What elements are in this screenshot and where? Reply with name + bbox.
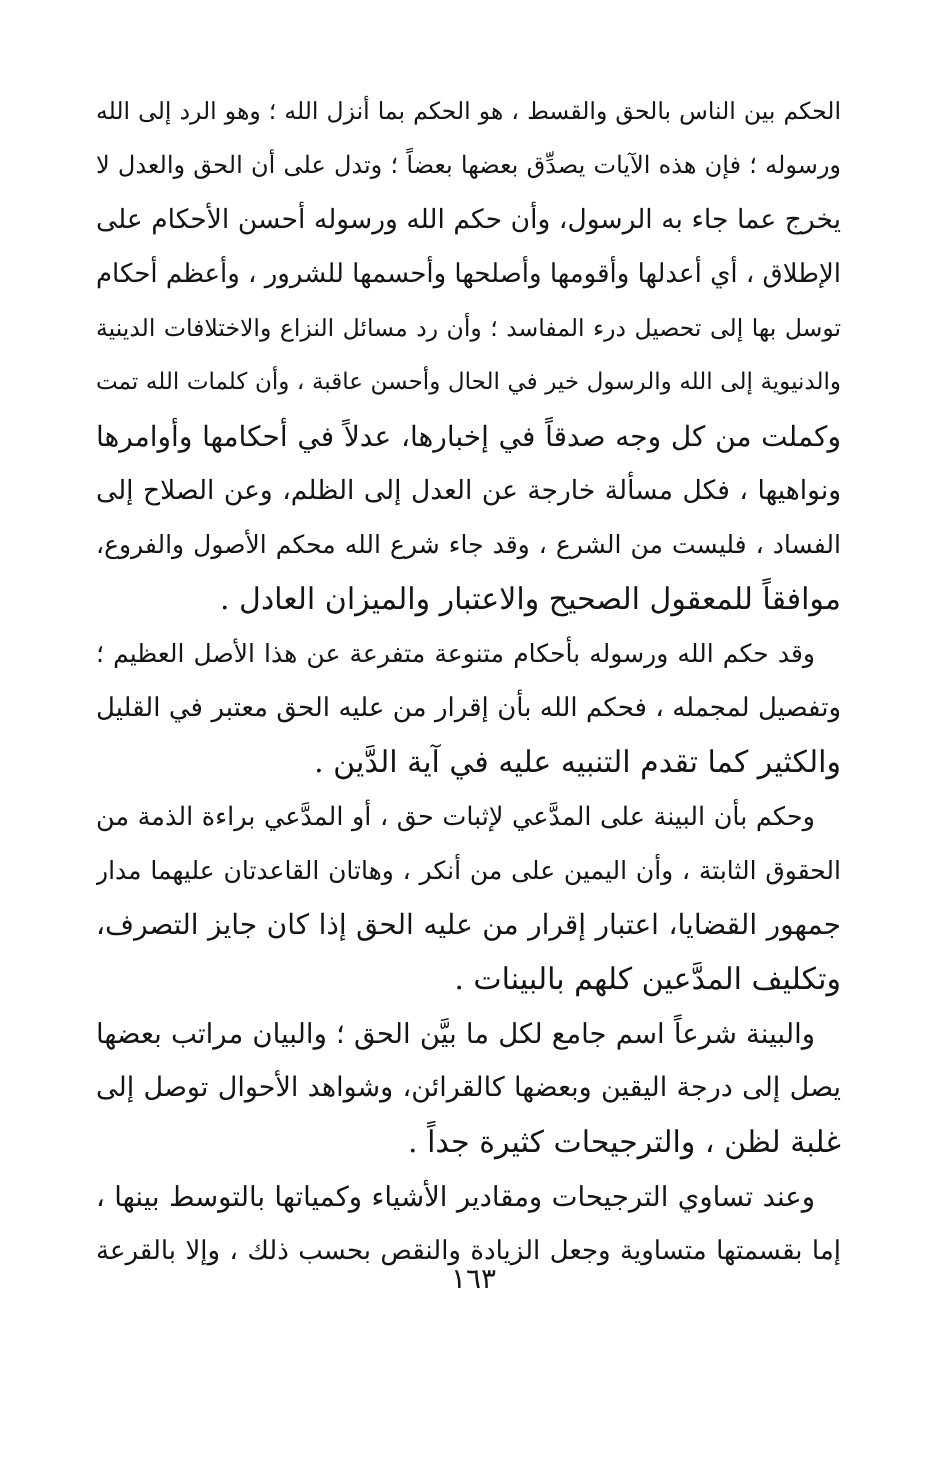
text-line: موافقاً للمعقول الصحيح والاعتبار والميزان العادل . xyxy=(219,581,841,617)
text-line: والكثير كما تقدم التنبيه عليه في آية الدَّين . xyxy=(314,744,841,780)
text-line: وعند تساوي الترجيحات ومقادير الأشياء وكمياتها بالتوسط بينها ، xyxy=(96,1180,815,1213)
text-line: إما بقسمتها متساوية وجعل الزيادة والنقص بحسب ذلك ، وإلا بالقرعة xyxy=(96,1236,841,1267)
text-line: وتفصيل لمجمله ، فحكم الله بأن إقرار من عليه الحق معتبر في القليل xyxy=(96,693,841,724)
text-line: الحكم بين الناس بالحق والقسط ، هو الحكم بما أنزل الله ؛ وهو الرد إلى الله xyxy=(96,97,841,125)
text-line: وقد حكم الله ورسوله بأحكام متنوعة متفرعة عن هذا الأصل العظيم ؛ xyxy=(96,638,815,668)
text-line: وكملت من كل وجه صدقاً في إخبارها، عدلاً في أحكامها وأوامرها xyxy=(96,419,841,453)
page-body xyxy=(96,84,841,1279)
text-line: وتكليف المدَّعين كلهم بالبينات . xyxy=(454,961,841,997)
text-line: جمهور القضايا، اعتبار إقرار من عليه الحق إذا كان جايز التصرف، xyxy=(96,908,841,942)
text-line: ورسوله ؛ فإن هذه الآيات يصدِّق بعضها بعضاً ؛ وتدل على أن الحق والعدل لا xyxy=(96,151,841,180)
text-line: يصل إلى درجة اليقين وبعضها كالقرائن، وشواهد الأحوال توصل إلى xyxy=(96,1072,841,1104)
text-line: وحكم بأن البينة على المدَّعي لإثبات حق ، أو المدَّعي براءة الذمة من xyxy=(96,801,815,832)
text-line: الفساد ، فليست من الشرع ، وقد جاء شرع الله محكم الأصول والفروع، xyxy=(96,530,841,560)
text-line: ونواهيها ، فكل مسألة خارجة عن العدل إلى الظلم، وعن الصلاح إلى xyxy=(96,475,841,507)
text-line: والدنيوية إلى الله والرسول خير في الحال وأحسن عاقبة ، وأن كلمات الله تمت xyxy=(96,369,841,396)
text-line: والبينة شرعاً اسم جامع لكل ما بيَّن الحق ؛ والبيان مراتب بعضها xyxy=(96,1018,815,1051)
text-line: غلبة لظن ، والترجيحات كثيرة جداً . xyxy=(408,1124,841,1160)
text-line: الحقوق الثابتة ، وأن اليمين على من أنكر ، وهاتان القاعدتان عليهما مدار xyxy=(96,856,841,886)
text-line: الإطلاق ، أي أعدلها وأقومها وأصلحها وأحسمها للشرور ، وأعظم أحكام xyxy=(96,258,841,289)
text-line: يخرج عما جاء به الرسول، وأن حكم الله ورسوله أحسن الأحكام على xyxy=(96,203,841,235)
page-number: ١٦٣ xyxy=(450,1262,497,1295)
text-line: توسل بها إلى تحصيل درء المفاسد ؛ وأن رد مسائل النزاع والاختلافات الدينية xyxy=(96,314,841,343)
